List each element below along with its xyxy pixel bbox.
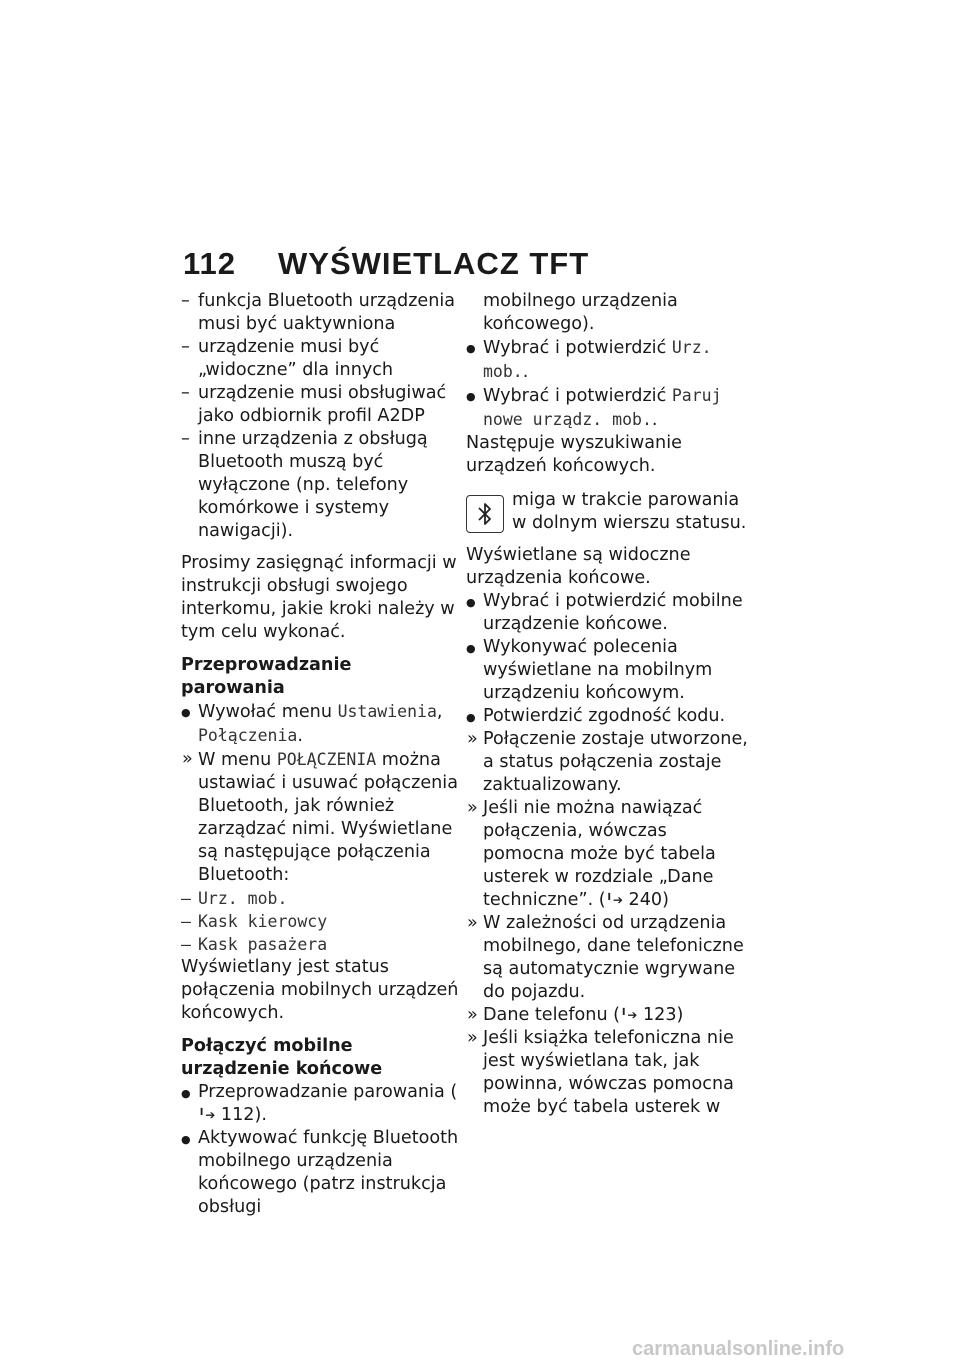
step-item: ● Wybrać i potwierdzić mobilne urządzenie końcowe. — [466, 590, 748, 636]
menu-code: Połączenia — [198, 726, 298, 745]
menu-code: Urz. mob. — [483, 338, 712, 381]
result-item: » Jeśli książka telefoniczna nie jest wyświetlana tak, jak powinna, wówczas pomocna może być tabela usterek w — [466, 1027, 748, 1119]
bluetooth-note-text: miga w trakcie parowania w dolnym wierszu statusu. — [512, 490, 747, 533]
continued-text: mobilnego urządzenia końcowego). — [483, 291, 678, 334]
menu-code: POŁĄCZENIA — [276, 750, 377, 769]
info-paragraph: Prosimy zasięgnąć informacji w instrukcji obsługi swojego interkomu, jakie kroki należy w tym celu wykonać. — [181, 553, 457, 642]
section-heading: Połączyć mobilne urządzenie końcowe — [181, 1036, 383, 1079]
result-item — [466, 1004, 748, 1027]
separator: , — [436, 702, 443, 722]
requirement-item: – inne urządzenia z obsługą Bluetooth muszą być wyłączone (np. telefony komórkowe i systemy nawigacji). — [181, 428, 459, 543]
step-item — [466, 336, 748, 384]
bluetooth-icon — [466, 495, 504, 533]
reference-arrow-icon: ╹➔ — [620, 1008, 638, 1022]
section-title: WYŚWIETLACZ TFT — [278, 246, 590, 281]
menu-code: Paruj nowe urządz. mob. — [483, 386, 722, 429]
reference-arrow-icon: ╹➔ — [198, 1108, 216, 1122]
requirement-item: – urządzenie musi obsługiwać jako odbiornik profil A2DP — [181, 382, 459, 428]
result-text: można ustawiać i usuwać połączenia Bluetooth, jak również zarządzać nimi. Wyświetlane są następujące połączenia Bluetooth: — [198, 750, 458, 885]
result-text: W menu — [198, 750, 277, 770]
requirement-item: – funkcja Bluetooth urządzenia musi być uaktywniona — [181, 290, 459, 336]
step-item: ● Wykonywać polecenia wyświetlane na mobilnym urządzeniu końcowym. — [466, 636, 748, 705]
step-text: Wybrać i potwierdzić — [483, 338, 672, 358]
step-item — [466, 384, 748, 432]
info-paragraph: Następuje wyszukiwanie urządzeń końcowych. — [466, 433, 682, 476]
punctuation: ) — [676, 1005, 684, 1025]
punctuation: ). — [254, 1105, 267, 1125]
punctuation: . — [522, 362, 529, 382]
page-header — [183, 246, 589, 282]
left-column — [181, 290, 459, 1219]
step-item: ● Potwierdzić zgodność kodu. — [466, 705, 748, 728]
requirement-item: – urządzenie musi być „widoczne” dla innych — [181, 336, 459, 382]
step-item — [181, 1081, 459, 1127]
watermark: carmanualsonline.info — [632, 1338, 845, 1360]
step-text: Przeprowadzanie parowania ( — [198, 1082, 458, 1102]
punctuation: . — [297, 726, 303, 746]
step-item: ● Aktywować funkcję Bluetooth mobilnego urządzenia końcowego (patrz instrukcja obsługi — [181, 1127, 459, 1219]
connection-item: – Kask pasażera — [181, 933, 459, 956]
step-text: Wybrać i potwierdzić — [483, 386, 672, 406]
bluetooth-note — [466, 489, 748, 535]
page-number: 112 — [183, 246, 237, 281]
section-heading: Przeprowadzanie parowania — [181, 655, 352, 698]
page-reference: 240 — [628, 890, 663, 910]
info-paragraph: Wyświetlane są widoczne urządzenia końcowe. — [466, 545, 691, 588]
connection-item: – Kask kierowcy — [181, 910, 459, 933]
result-item: » Połączenie zostaje utworzone, a status połączenia zostaje zaktualizowany. — [466, 728, 748, 797]
step-text: Wywołać menu — [198, 702, 338, 722]
page-reference: 123 — [642, 1005, 677, 1025]
info-paragraph: Wyświetlany jest status połączenia mobilnych urządzeń końcowych. — [181, 957, 459, 1023]
punctuation: . — [651, 410, 658, 430]
connection-item: – Urz. mob. — [181, 887, 459, 910]
result-item — [181, 748, 459, 887]
right-column — [466, 290, 748, 1119]
menu-code: Ustawienia — [337, 702, 437, 721]
step-item — [181, 700, 459, 748]
page-reference: 112 — [220, 1105, 255, 1125]
reference-arrow-icon: ╹➔ — [605, 893, 623, 907]
result-item: » W zależności od urządzenia mobilnego, dane telefoniczne są automatycznie wgrywane do pojazdu. — [466, 912, 748, 1004]
result-text: Dane telefonu ( — [483, 1005, 621, 1025]
punctuation: ) — [662, 890, 669, 910]
result-item — [466, 797, 748, 912]
result-text: Jeśli nie można nawiązać połączenia, wówczas pomocna może być tabela usterek w rozdziale „Dane techniczne”. ( — [483, 798, 716, 910]
